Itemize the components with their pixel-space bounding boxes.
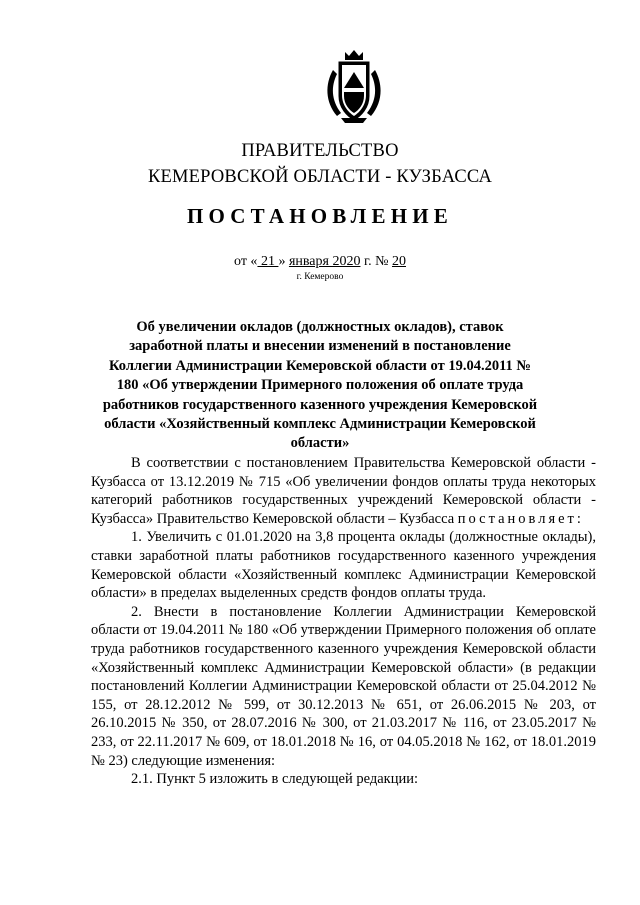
paragraph-preamble [91,454,596,528]
preamble-text: В соответствии с постановлением Правительства Кемеровской области - Кузбасса от 13.12.2019 № 715 «Об увеличении фондов оплаты труда некоторых категорий работников государственных учреждений Кемеровской области - Кузбасса» Правительство Кемеровской области – Кузбасса [91,455,596,527]
date-prefix: от « [234,254,258,269]
document-body [91,454,596,789]
city-label: г. Кемерово [296,272,344,282]
document-number: 20 [391,254,406,269]
document-type-heading: ПОСТАНОВЛЕНИЕ [186,204,454,228]
date-day: 21 [257,254,279,269]
organization-name-line2: КЕМЕРОВСКОЙ ОБЛАСТИ - КУЗБАССА [147,167,493,187]
organization-name-line1: ПРАВИТЕЛЬСТВО [241,141,399,161]
paragraph-item-2: 2. Внести в постановление Коллегии Администрации Кемеровской области от 19.04.2011 № 180 «Об утверждении Примерного положения об оплате труда работников государственного казенного учреждения Кемеровской области «Хозяйственный комплекс Администрации Кемеровской области» (в редакции постановлений Коллегии Администрации Кемеровской области от 25.04.2012 № 155, от 28.12.2012 № 599, от 30.12.2013 № 651, от 26.06.2015 № 203, от 26.10.2015 № 350, от 28.07.2016 № 300, от 21.03.2017 № 116, от 23.05.2017 № 233, от 22.11.2017 № 609, от 18.01.2018 № 16, от 04.05.2018 № 162, от 18.01.2019 № 23) следующие изменения: [91,603,596,769]
paragraph-item-1: 1. Увеличить с 01.01.2020 на 3,8 процента оклады (должностные оклады), ставки заработной платы работников государственного казенного учреждения Кемеровской области «Хозяйственный комплекс Администрации Кемеровской области» в пределах выделенных средств фондов оплаты труда. [91,529,596,602]
number-label: № [375,254,392,269]
document-title: Об увеличении окладов (должностных окладов), ставок заработной платы и внесении изменений в постановление Коллегии Администрации Кемеровской области от 19.04.2011 № 180 «Об утверждении Примерного положения об оплате труда работников государственного казенного учреждения Кемеровской области «Хозяйственный комплекс Администрации Кемеровской области» [102,319,538,452]
date-month-year: января 2020 [288,254,361,269]
coat-of-arms-icon [323,50,385,124]
paragraph-item-2-1: 2.1. Пункт 5 изложить в следующей редакции: [131,771,419,788]
date-number-line [0,254,640,270]
resolves-word: постановляет: [457,510,584,527]
date-mid: » [278,254,289,269]
date-year-suffix: г. [360,254,376,269]
